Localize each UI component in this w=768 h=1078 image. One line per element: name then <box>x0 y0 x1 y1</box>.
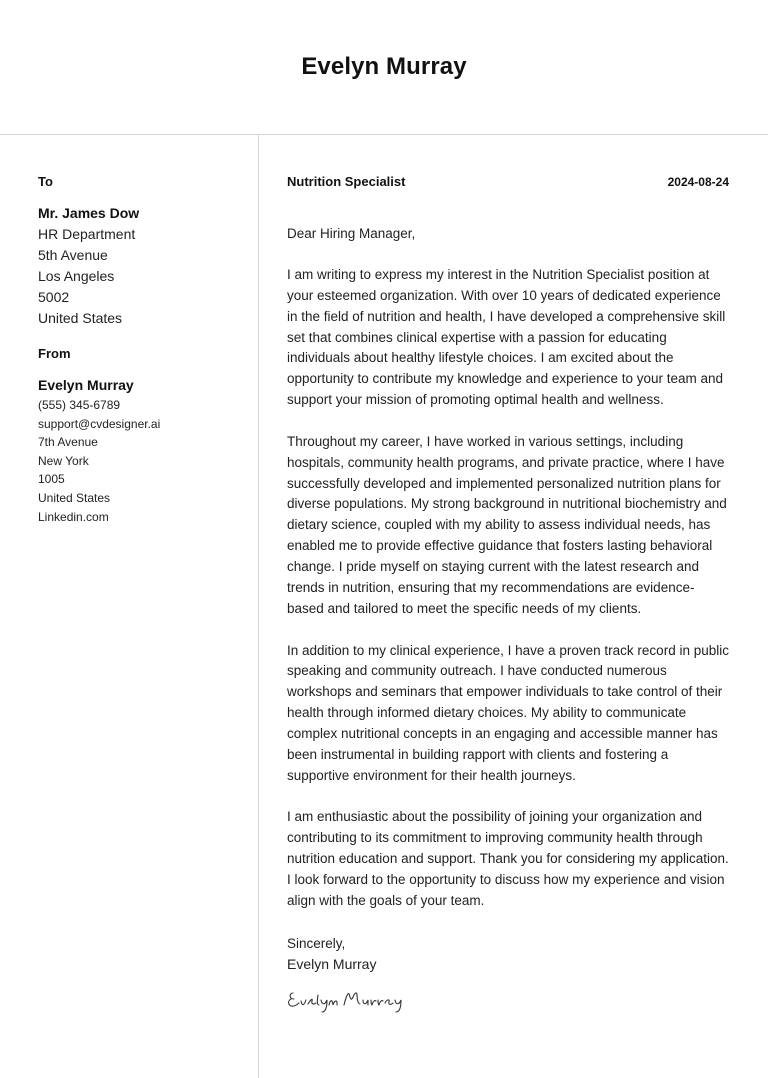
from-heading: From <box>38 346 71 361</box>
letter-meta-row <box>287 174 731 192</box>
letter-header <box>0 0 768 135</box>
signoff-name: Evelyn Murray <box>287 955 377 972</box>
sender-name: Evelyn Murray <box>38 377 134 393</box>
job-title: Nutrition Specialist <box>287 174 406 189</box>
sender-phone: (555) 345-6789 <box>38 398 121 412</box>
sender-email: support@cvdesigner.ai <box>38 416 161 431</box>
signature-image <box>287 985 417 1015</box>
sender-country: United States <box>38 490 111 505</box>
recipient-postcode: 5002 <box>38 289 70 305</box>
letter-date: 2024-08-24 <box>667 175 729 189</box>
salutation: Dear Hiring Manager, <box>287 226 416 241</box>
paragraph-experience: Throughout my career, I have worked in various settings, including hospitals, community health programs, and private practice, where I have successfully developed and implemented personalized nutrition plans for diverse populations. My strong background in nutritional biochemistry and dietary science, coupled with my ability to assess individual needs, has enabled me to provide effective guidance that fosters lasting behavioral change. I pride myself on staying current with the latest research and trends in nutrition, ensuring that my recommendations are evidence-based and tailored to meet the specific needs of my clients. <box>287 433 727 616</box>
paragraph-outreach: In addition to my clinical experience, I have a proven track record in public speaking and community outreach. I have conducted numerous workshops and seminars that empower individuals to take control of their health through informed dietary choices. My ability to communicate complex nutritional concepts in an engaging and accessible manner has been instrumental in building rapport with clients and fostering a supportive environment for their health journeys. <box>287 642 729 783</box>
paragraph-intro: I am writing to express my interest in the Nutrition Specialist position at your esteemed organization. With over 10 years of dedicated experience in the field of nutrition and health, I have developed a comprehensive skill set that combines clinical expertise with a passion for educating individuals about healthy lifestyle choices. I am excited about the opportunity to contribute my knowledge and experience to your team and support your mission of promoting optimal health and wellness. <box>287 267 726 408</box>
recipient-name: Mr. James Dow <box>38 205 140 221</box>
recipient-country: United States <box>38 310 123 326</box>
paragraph-closing: I am enthusiastic about the possibility of joining your organization and contributing to its commitment to improving community health through nutrition education and support. Thank you for considering my application. I look forward to the opportunity to discuss how my experience and vision align with the goals of your team. <box>287 809 729 908</box>
to-heading: To <box>38 174 53 189</box>
column-divider <box>258 134 259 1078</box>
recipient-street: 5th Avenue <box>38 247 108 263</box>
letter-body <box>287 174 731 1015</box>
sender-street: 7th Avenue <box>38 435 98 450</box>
applicant-name-title: Evelyn Murray <box>301 53 467 80</box>
sender-city: New York <box>38 453 89 468</box>
recipient-department: HR Department <box>38 226 136 242</box>
closing-phrase: Sincerely, <box>287 935 346 951</box>
sidebar <box>38 174 248 526</box>
sender-linkedin: Linkedin.com <box>38 509 109 524</box>
recipient-city: Los Angeles <box>38 268 115 284</box>
sender-postcode: 1005 <box>38 472 65 487</box>
handwritten-signature <box>287 985 731 1015</box>
